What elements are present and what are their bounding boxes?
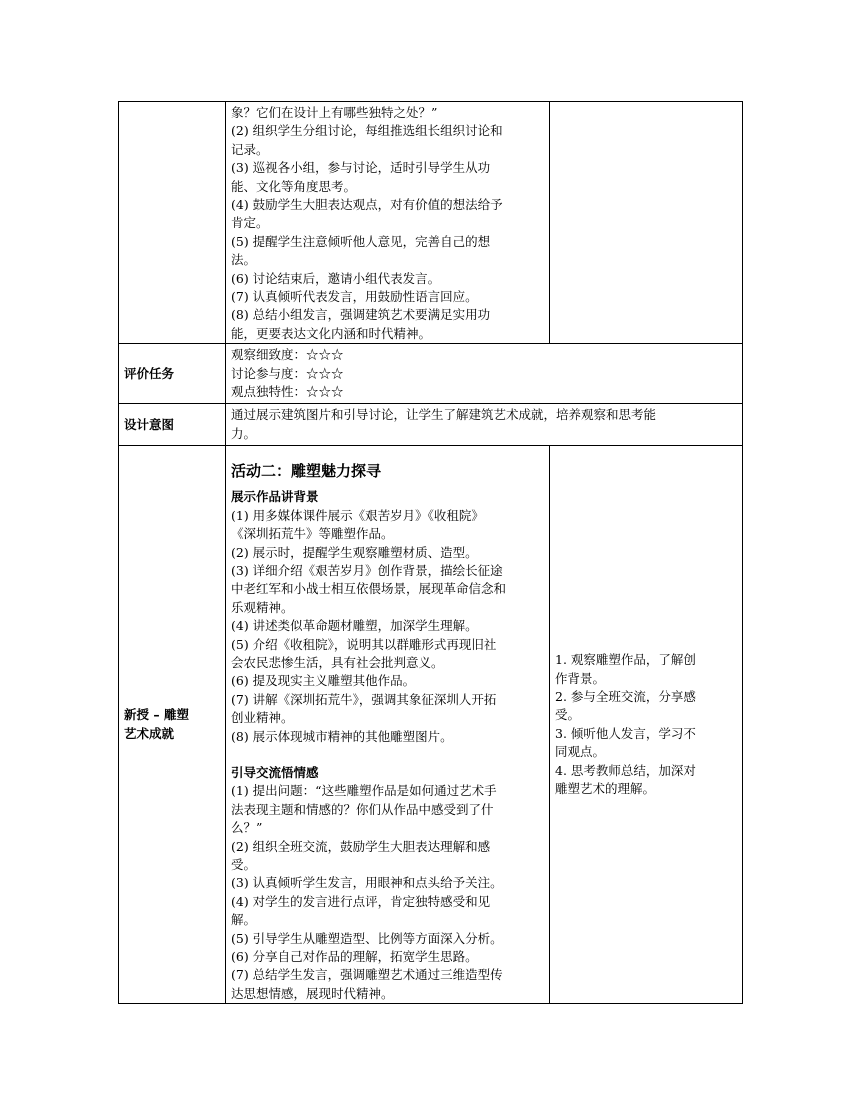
content-line: (5) 引导学生从雕塑造型、比例等方面深入分析。 [231, 930, 503, 946]
content-line: (2) 展示时，提醒学生观察雕塑材质、造型。 [231, 544, 478, 560]
section-spacer [231, 746, 544, 764]
table-row-teacher-activity-continued [119, 102, 743, 344]
lesson-plan-table [118, 101, 743, 1004]
content-line: 乐观精神。 [231, 599, 294, 615]
content-line: (3) 认真倾听学生发言，用眼神和点头给予关注。 [231, 875, 503, 891]
content-line: (3) 巡视各小组，参与讨论，适时引导学生从功 [231, 160, 491, 176]
student-activity-line: 1. 观察雕塑作品，了解创 [555, 652, 696, 668]
row-label-line: 新授 – 雕塑 [124, 707, 189, 723]
content-line: (6) 提及现实主义雕塑其他作品。 [231, 673, 416, 689]
content-line: 记录。 [231, 141, 269, 157]
content-line: (7) 讲解《深圳拓荒牛》，强调其象征深圳人开拓 [231, 691, 497, 707]
content-line: 解。 [231, 912, 257, 928]
content-line: 能，更要表达文化内涵和时代精神。 [231, 325, 432, 341]
student-activity-line: 作背景。 [555, 670, 606, 686]
content-line: 法表现主题和情感的？你们从作品中感受到了什 [231, 801, 494, 817]
content-line: (7) 认真倾听代表发言，用鼓励性语言回应。 [231, 289, 478, 305]
row-label-empty [119, 102, 226, 344]
content-line: 能、文化等角度思考。 [231, 178, 357, 194]
content-line: 《深圳拓荒牛》等雕塑作品。 [231, 526, 394, 542]
student-activity-line: 3. 倾听他人发言，学习不 [555, 725, 696, 741]
row-label-design-intent: 设计意图 [119, 404, 226, 446]
content-line: (4) 鼓励学生大胆表达观点，对有价值的想法给予 [231, 197, 503, 213]
content-line: (2) 组织全班交流，鼓励学生大胆表达理解和感 [231, 838, 491, 854]
content-line: (4) 对学生的发言进行点评，肯定独特感受和见 [231, 893, 491, 909]
content-line: 象？它们在设计上有哪些独特之处？” [231, 105, 438, 120]
content-line: (5) 介绍《收租院》，说明其以群雕形式再现旧社 [231, 636, 497, 652]
table-row-design-intent [119, 404, 743, 446]
content-line: 肯定。 [231, 215, 269, 231]
student-activity-cell [550, 446, 743, 1004]
content-line: 会农民悲惨生活，具有社会批判意义。 [231, 654, 444, 670]
content-line: (3) 详细介绍《艰苦岁月》创作背景，描绘长征途 [231, 562, 503, 578]
content-line: 法。 [231, 252, 257, 268]
row-label-evaluation: 评价任务 [119, 344, 226, 404]
content-line: (2) 组织学生分组讨论，每组推选组长组织讨论和 [231, 123, 503, 139]
section-heading: 展示作品讲背景 [231, 489, 319, 505]
content-line: 中老红军和小战士相互依偎场景，展现革命信念和 [231, 581, 507, 597]
content-line: (1) 用多媒体课件展示《艰苦岁月》《收租院》 [231, 507, 484, 523]
content-line: (8) 展示体现城市精神的其他雕塑图片。 [231, 728, 453, 744]
evaluation-item: 讨论参与度：☆☆☆ [231, 365, 344, 381]
activity-title: 活动二：雕塑魅力探寻 [231, 462, 382, 481]
content-line: (5) 提醒学生注意倾听他人意见，完善自己的想 [231, 233, 491, 249]
content-line: 么？” [231, 820, 263, 836]
teacher-activity-cell [226, 102, 550, 344]
design-intent-line: 力。 [231, 425, 257, 441]
teacher-activity-cell [226, 446, 550, 1004]
content-line: (1) 提出问题：“这些雕塑作品是如何通过艺术手 [231, 783, 497, 799]
student-activity-line: 4. 思考教师总结，加深对 [555, 762, 696, 778]
content-line: (6) 分享自己对作品的理解，拓宽学生思路。 [231, 949, 478, 965]
student-activity-line: 2. 参与全班交流，分享感 [555, 688, 696, 704]
content-line: (4) 讲述类似革命题材雕塑，加深学生理解。 [231, 618, 478, 634]
design-intent-line: 通过展示建筑图片和引导讨论，让学生了解建筑艺术成就，培养观察和思考能 [231, 407, 657, 423]
evaluation-cell [226, 344, 743, 404]
content-line: 受。 [231, 857, 257, 872]
row-label-line: 艺术成就 [124, 725, 175, 741]
student-activity-cell-empty [550, 102, 743, 344]
content-line: (7) 总结学生发言，强调雕塑艺术通过三维造型传 [231, 967, 503, 983]
row-label-sculpture [119, 446, 226, 1004]
student-activity-line: 受。 [555, 707, 581, 723]
student-activity-line: 同观点。 [555, 744, 606, 760]
evaluation-item: 观点独特性：☆☆☆ [231, 384, 344, 400]
student-activity-line: 雕塑艺术的理解。 [555, 780, 656, 796]
evaluation-item: 观察细致度：☆☆☆ [231, 347, 344, 363]
content-line: 达思想情感，展现时代精神。 [231, 985, 394, 1001]
table-row-evaluation [119, 344, 743, 404]
content-line: (6) 讨论结束后，邀请小组代表发言。 [231, 270, 441, 286]
content-line: (8) 总结小组发言，强调建筑艺术要满足实用功 [231, 307, 491, 323]
content-line: 创业精神。 [231, 710, 294, 726]
design-intent-cell [226, 404, 743, 446]
table-row-sculpture-activity [119, 446, 743, 1004]
section-heading: 引导交流悟情感 [231, 764, 319, 780]
